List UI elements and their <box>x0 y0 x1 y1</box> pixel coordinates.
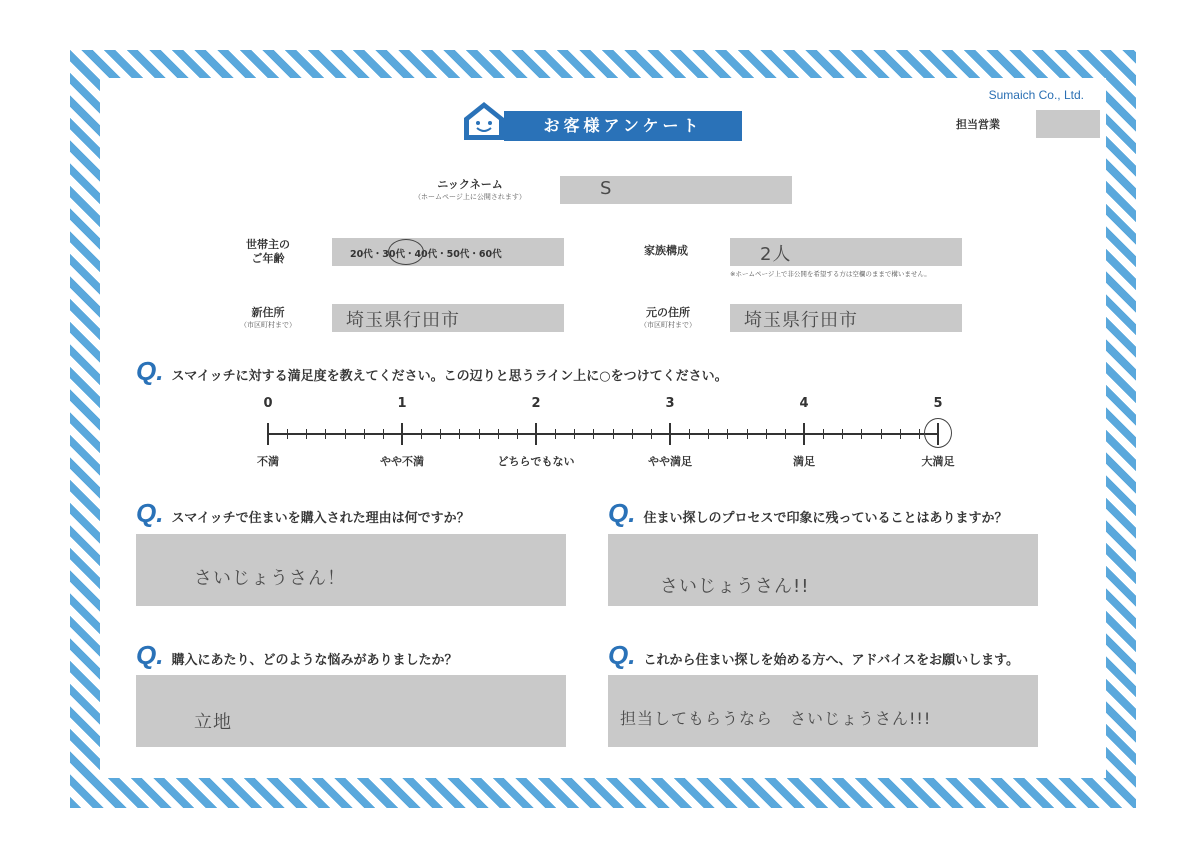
old-address-sublabel: （市区町村まで） <box>640 321 696 329</box>
scale-label: 大満足 <box>921 455 955 468</box>
scale-minor-tick <box>440 429 441 439</box>
company-name: Sumaich Co., Ltd. <box>988 88 1084 102</box>
new-address-label-text: 新住所 <box>251 306 285 319</box>
scale-label: やや不満 <box>380 455 424 468</box>
scale-minor-tick <box>325 429 326 439</box>
scale-major-tick <box>401 423 403 445</box>
new-address-sublabel: （市区町村まで） <box>240 321 296 329</box>
scale-number: 3 <box>665 396 675 411</box>
scale-selection-circle <box>924 418 952 448</box>
scale-major-tick <box>267 423 269 445</box>
sales-rep-field <box>1036 110 1100 138</box>
scale-minor-tick <box>842 429 843 439</box>
scale-number: 2 <box>531 396 541 411</box>
scale-minor-tick <box>861 429 862 439</box>
scale-number: 1 <box>397 396 407 411</box>
age-label <box>228 238 308 266</box>
scale-minor-tick <box>555 429 556 439</box>
age-label-line1: 世帯主の <box>246 238 290 251</box>
question-1-text: スマイッチで住まいを購入された理由は何ですか？ <box>171 511 470 526</box>
scale-minor-tick <box>498 429 499 439</box>
scale-minor-tick <box>785 429 786 439</box>
age-label-line2: ご年齢 <box>251 252 285 265</box>
scale-major-tick <box>669 423 671 445</box>
scale-number: 4 <box>799 396 809 411</box>
scale-minor-tick <box>287 429 288 439</box>
scale-number: 0 <box>263 396 273 411</box>
scale-minor-tick <box>747 429 748 439</box>
family-value: 2人 <box>760 244 792 265</box>
survey-card <box>100 78 1106 778</box>
scale-minor-tick <box>517 429 518 439</box>
old-address-label-text: 元の住所 <box>646 306 690 319</box>
scale-minor-tick <box>593 429 594 439</box>
survey-title <box>462 100 744 142</box>
age-selection-circle <box>388 239 424 265</box>
q-mark: Q. <box>608 498 636 528</box>
scale-minor-tick <box>689 429 690 439</box>
old-address-label <box>628 306 708 330</box>
q-mark: Q. <box>136 498 164 528</box>
scale-label: どちらでもない <box>497 455 575 468</box>
family-label: 家族構成 <box>644 244 688 257</box>
scale-minor-tick <box>306 429 307 439</box>
family-note: ※ホームページ上で非公開を希望する方は空欄のままで構いません。 <box>730 270 931 278</box>
nickname-field[interactable] <box>560 176 792 204</box>
scale-minor-tick <box>823 429 824 439</box>
answer-3-value: 立地 <box>194 712 232 733</box>
scale-label: 不満 <box>257 455 279 468</box>
scale-minor-tick <box>708 429 709 439</box>
title-text: お客様アンケート <box>504 111 742 141</box>
question-1 <box>136 498 470 529</box>
satisfaction-question-text: スマイッチに対する満足度を教えてください。この辺りと思うライン上に○をつけてください。 <box>171 369 728 384</box>
question-4 <box>608 640 1019 671</box>
scale-minor-tick <box>574 429 575 439</box>
question-4-text: これから住まい探しを始める方へ、アドバイスをお願いします。 <box>643 653 1020 668</box>
old-address-value: 埼玉県行田市 <box>744 310 858 331</box>
scale-minor-tick <box>919 429 920 439</box>
scale-major-tick <box>803 423 805 445</box>
scale-minor-tick <box>479 429 480 439</box>
scale-minor-tick <box>881 429 882 439</box>
nickname-label <box>400 178 540 202</box>
scale-axis-line <box>267 433 939 435</box>
scale-minor-tick <box>632 429 633 439</box>
answer-4-value: 担当してもらうなら さいじょうさん!!! <box>620 709 932 728</box>
question-3-text: 購入にあたり、どのような悩みがありましたか？ <box>171 653 458 668</box>
q-mark: Q. <box>136 356 164 386</box>
answer-1-value: さいじょうさん！ <box>194 568 346 589</box>
scale-minor-tick <box>613 429 614 439</box>
scale-label: やや満足 <box>648 455 692 468</box>
scale-major-tick <box>535 423 537 445</box>
answer-2-value: さいじょうさん!! <box>660 576 810 597</box>
nickname-label-text: ニックネーム <box>437 178 503 191</box>
question-3 <box>136 640 457 671</box>
scale-minor-tick <box>364 429 365 439</box>
house-smile-icon <box>462 100 506 142</box>
question-2 <box>608 498 1007 529</box>
scale-minor-tick <box>345 429 346 439</box>
scale-minor-tick <box>900 429 901 439</box>
q-mark: Q. <box>608 640 636 670</box>
new-address-value: 埼玉県行田市 <box>346 310 460 331</box>
scale-minor-tick <box>383 429 384 439</box>
scale-minor-tick <box>651 429 652 439</box>
sales-rep-label: 担当営業 <box>956 118 1000 131</box>
scale-minor-tick <box>727 429 728 439</box>
new-address-label <box>228 306 308 330</box>
nickname-value: S <box>600 178 613 199</box>
scale-number: 5 <box>933 396 943 411</box>
scale-minor-tick <box>459 429 460 439</box>
scale-minor-tick <box>421 429 422 439</box>
nickname-sublabel: （ホームページ上に公開されます） <box>414 193 526 201</box>
scale-label: 満足 <box>793 455 815 468</box>
age-options: 20代・30代・40代・50代・60代 <box>350 249 502 260</box>
scale-minor-tick <box>766 429 767 439</box>
satisfaction-question <box>136 356 728 387</box>
question-2-text: 住まい探しのプロセスで印象に残っていることはありますか？ <box>643 511 1008 526</box>
q-mark: Q. <box>136 640 164 670</box>
